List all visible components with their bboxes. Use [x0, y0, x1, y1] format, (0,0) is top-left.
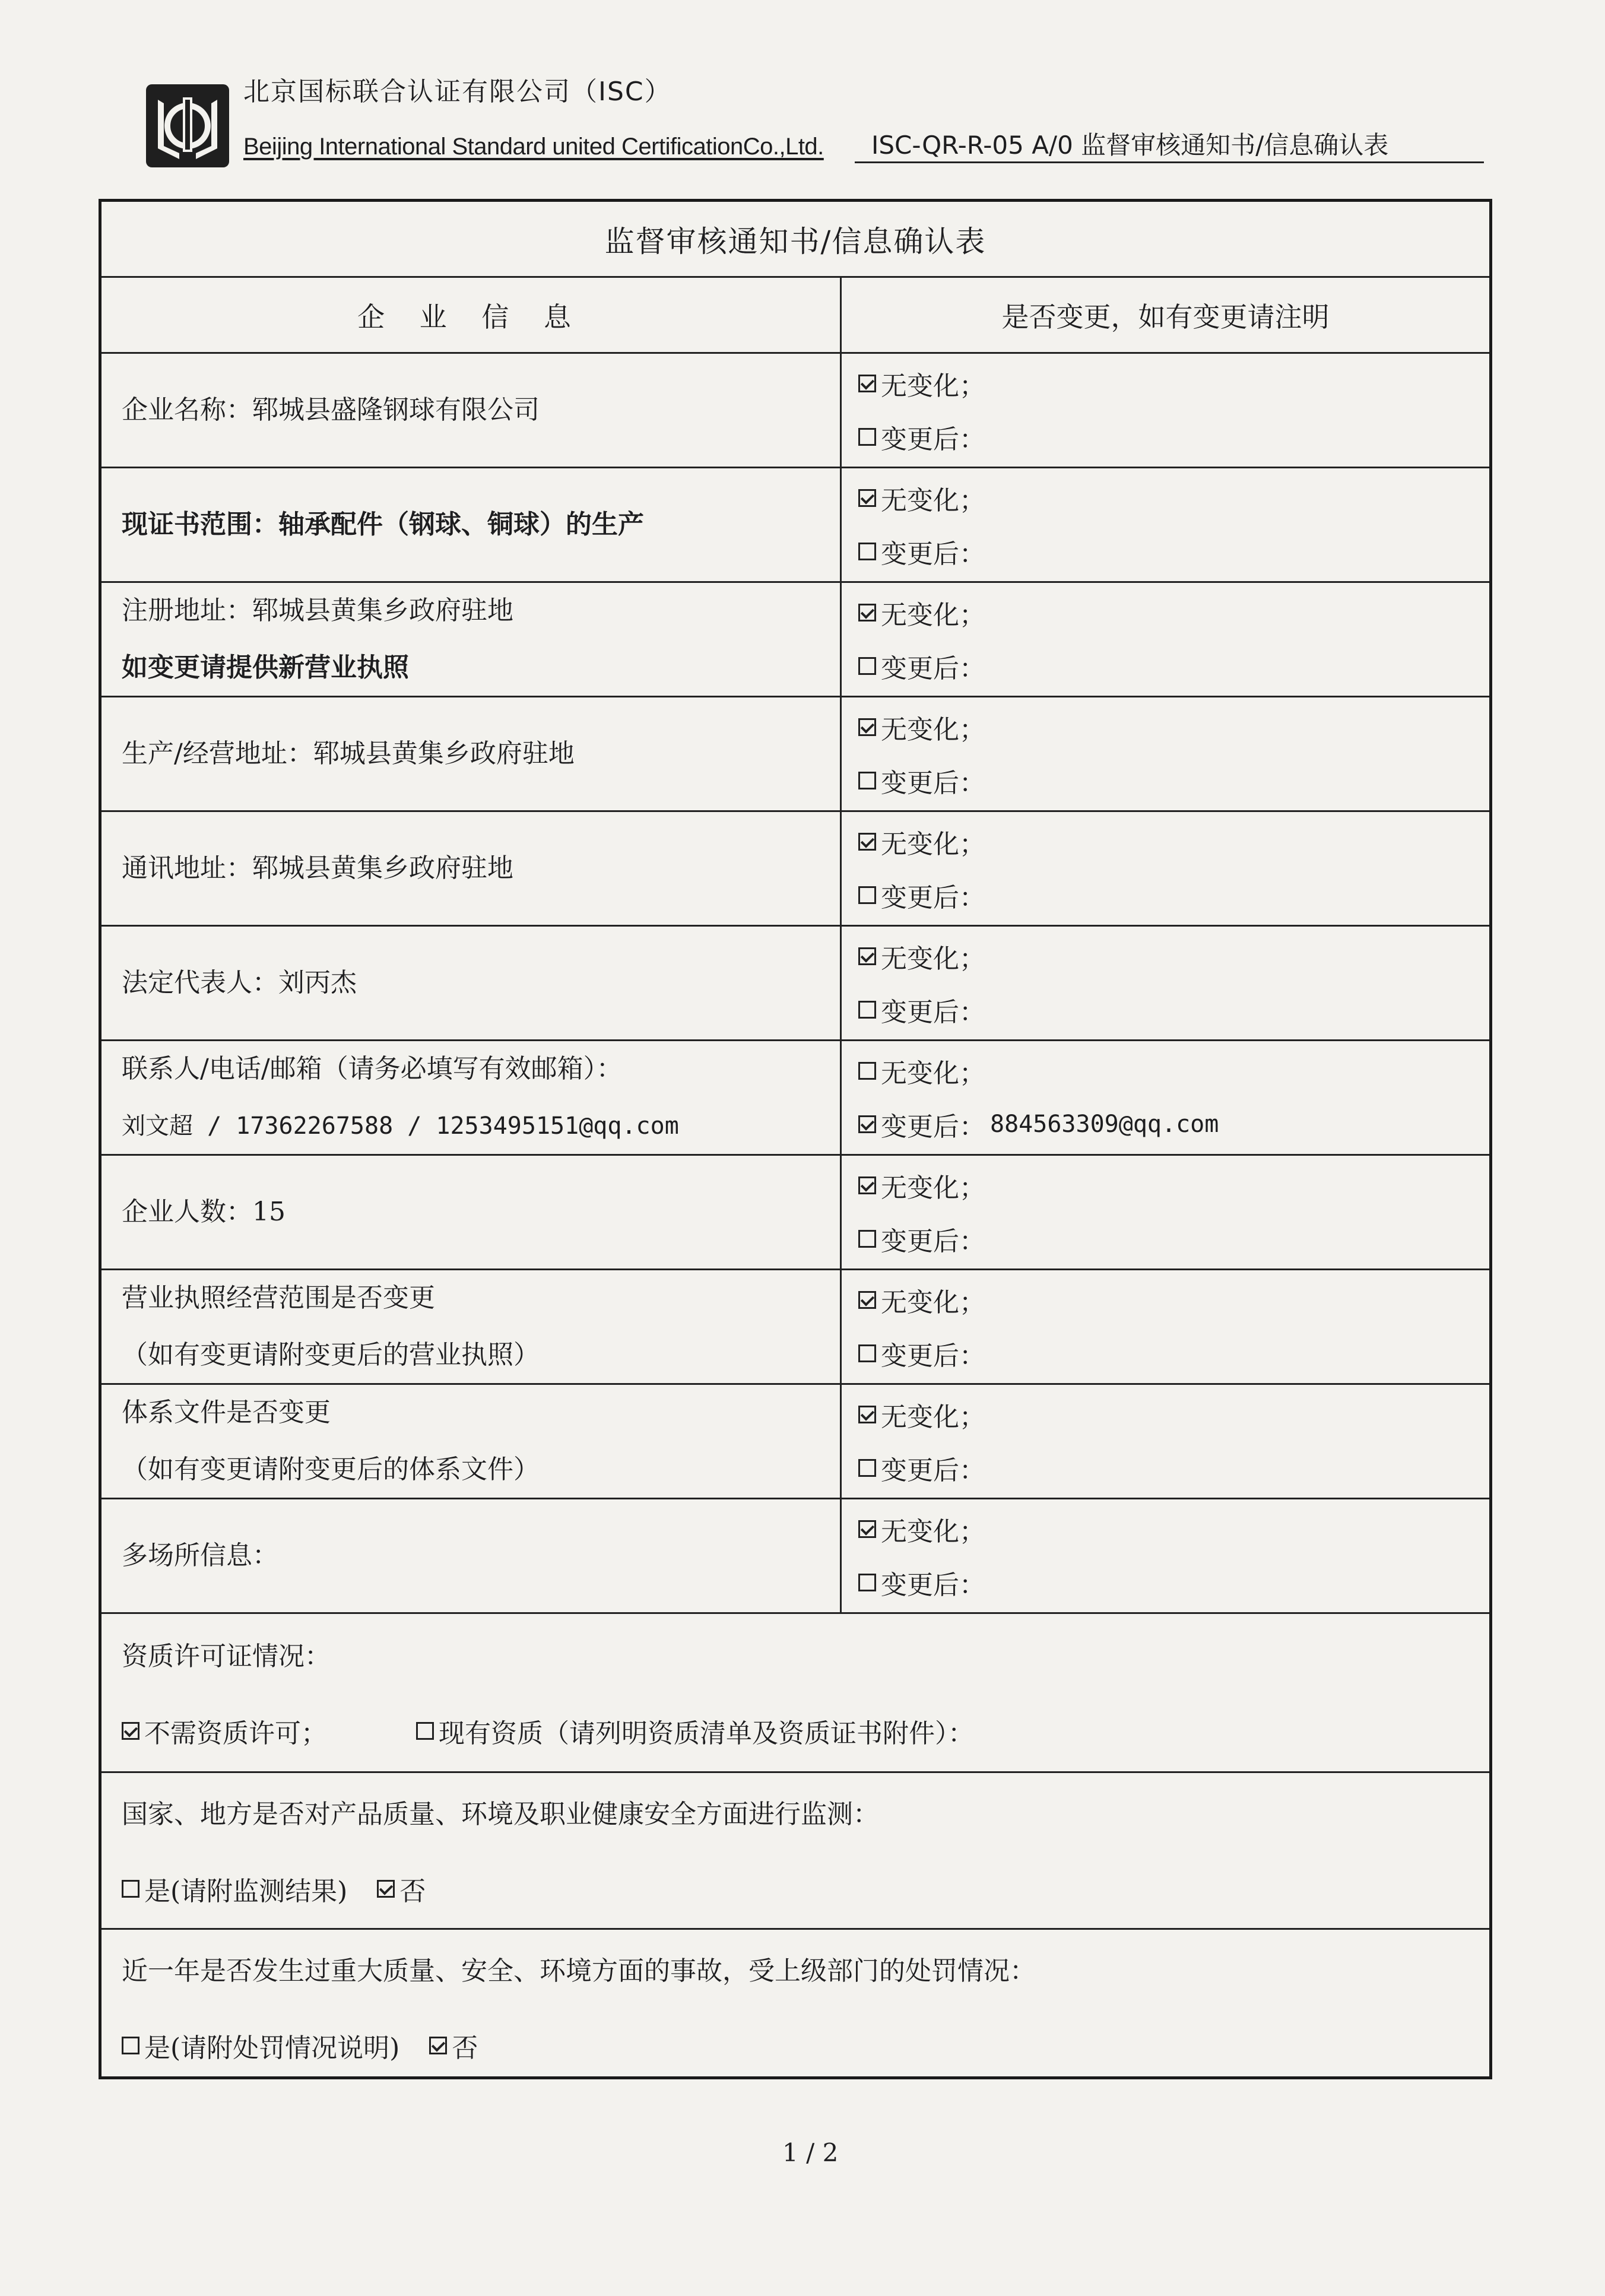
change-options — [840, 583, 1489, 696]
no-change-label: 无变化； — [881, 1402, 985, 1432]
accidents-section — [101, 1930, 1489, 2079]
accidents-yes-label: 是(请附处罚情况说明) — [144, 2033, 400, 2063]
changed-checkbox[interactable] — [858, 1459, 876, 1477]
column-header-change: 是否变更，如有变更请注明 — [840, 278, 1489, 354]
info-field-text: 刘文超 / 17362267588 / 1253495151@qq.com — [122, 1112, 679, 1140]
info-field-text: 企业名称：郓城县盛隆钢球有限公司 — [122, 395, 540, 425]
info-row — [101, 1156, 1489, 1270]
info-field — [101, 468, 840, 581]
no-change-label: 无变化； — [881, 371, 985, 401]
info-field-text: 法定代表人：刘丙杰 — [122, 968, 357, 998]
changed-checkbox[interactable] — [858, 543, 876, 560]
changed-checkbox[interactable] — [858, 772, 876, 789]
info-row — [101, 927, 1489, 1041]
changed-label: 变更后： — [881, 768, 985, 798]
changed-label: 变更后： — [881, 1570, 985, 1600]
change-options — [840, 927, 1489, 1039]
header-rule — [855, 161, 1484, 163]
company-name-cn: 北京国标联合认证有限公司（ISC） — [243, 77, 672, 107]
info-row — [101, 354, 1489, 468]
change-options — [840, 1270, 1489, 1383]
change-options — [840, 468, 1489, 581]
no-change-checkbox[interactable] — [858, 1062, 876, 1080]
monitoring-section — [101, 1773, 1489, 1930]
changed-checkbox[interactable] — [858, 1344, 876, 1362]
no-change-label: 无变化； — [881, 1173, 985, 1203]
changed-value[interactable]: 884563309@qq.com — [990, 1111, 1219, 1138]
monitoring-yes-label: 是(请附监测结果) — [144, 1876, 348, 1907]
accidents-no-label: 否 — [452, 2033, 478, 2063]
changed-checkbox[interactable] — [858, 1230, 876, 1248]
changed-label: 变更后： — [881, 1226, 985, 1257]
info-field-text: 体系文件是否变更 — [122, 1397, 331, 1428]
info-row — [101, 1499, 1489, 1614]
info-field — [101, 812, 840, 925]
no-change-checkbox[interactable] — [858, 718, 876, 736]
info-field-text: 企业人数：15 — [122, 1197, 286, 1227]
no-change-checkbox[interactable] — [858, 1176, 876, 1194]
existing-qualification-label: 现有资质（请列明资质清单及资质证书附件）： — [439, 1718, 974, 1749]
info-row — [101, 812, 1489, 927]
info-row — [101, 583, 1489, 697]
change-options — [840, 354, 1489, 467]
changed-label: 变更后： — [881, 539, 985, 569]
info-field — [101, 1499, 840, 1612]
no-change-checkbox[interactable] — [858, 1291, 876, 1309]
confirmation-form — [99, 199, 1492, 2079]
no-change-checkbox[interactable] — [858, 1406, 876, 1423]
no-change-label: 无变化； — [881, 1517, 985, 1547]
company-name-en: Beijing International Standard united CertificationCo.,Ltd. — [243, 134, 824, 160]
monitoring-no-checkbox[interactable] — [377, 1880, 395, 1898]
changed-checkbox[interactable] — [858, 657, 876, 675]
info-row — [101, 1041, 1489, 1156]
info-field — [101, 583, 840, 696]
changed-label: 变更后： — [881, 1341, 985, 1371]
info-field-text: 营业执照经营范围是否变更 — [122, 1283, 435, 1313]
info-field — [101, 1270, 840, 1383]
qualification-section — [101, 1615, 1489, 1773]
info-field-text: 生产/经营地址：郓城县黄集乡政府驻地 — [122, 738, 575, 769]
info-field-text: （如有变更请附变更后的体系文件） — [122, 1454, 540, 1485]
info-field — [101, 1041, 840, 1154]
info-field-text: 注册地址：郓城县黄集乡政府驻地 — [122, 595, 513, 626]
no-change-label: 无变化； — [881, 944, 985, 974]
no-change-label: 无变化； — [881, 1287, 985, 1318]
changed-label: 变更后： — [881, 654, 985, 684]
info-field-text: 现证书范围：轴承配件（钢球、铜球）的生产 — [122, 509, 644, 540]
not-needed-checkbox[interactable] — [122, 1722, 139, 1740]
change-options — [840, 1499, 1489, 1612]
monitoring-label: 国家、地方是否对产品质量、环境及职业健康安全方面进行监测： — [122, 1799, 879, 1829]
monitoring-yes-checkbox[interactable] — [122, 1880, 139, 1898]
no-change-label: 无变化； — [881, 486, 985, 516]
accidents-label: 近一年是否发生过重大质量、安全、环境方面的事故，受上级部门的处罚情况： — [122, 1956, 1036, 1986]
info-field-text: 通讯地址：郓城县黄集乡政府驻地 — [122, 853, 513, 883]
isc-logo-icon — [144, 82, 231, 170]
info-field-text: （如有变更请附变更后的营业执照） — [122, 1340, 540, 1370]
no-change-label: 无变化； — [881, 1058, 985, 1089]
changed-label: 变更后： — [881, 424, 985, 455]
changed-checkbox[interactable] — [858, 1001, 876, 1019]
info-field-text: 多场所信息： — [122, 1540, 278, 1571]
change-options — [840, 697, 1489, 810]
info-field — [101, 1156, 840, 1268]
accidents-yes-checkbox[interactable] — [122, 2037, 139, 2054]
column-header-company-info: 企 业 信 息 — [101, 278, 840, 354]
no-change-label: 无变化； — [881, 600, 985, 630]
not-needed-label: 不需资质许可； — [144, 1718, 327, 1749]
changed-checkbox[interactable] — [858, 886, 876, 904]
changed-checkbox[interactable] — [858, 1574, 876, 1591]
changed-label: 变更后： — [881, 1455, 985, 1486]
info-field — [101, 927, 840, 1039]
no-change-checkbox[interactable] — [858, 947, 876, 965]
changed-label: 变更后： — [881, 1112, 985, 1142]
change-options — [840, 1156, 1489, 1268]
no-change-checkbox[interactable] — [858, 375, 876, 392]
monitoring-no-label: 否 — [399, 1876, 426, 1907]
change-options — [840, 1041, 1489, 1154]
info-field — [101, 354, 840, 467]
change-options — [840, 812, 1489, 925]
existing-qualification-checkbox[interactable] — [416, 1722, 434, 1740]
info-row — [101, 1270, 1489, 1385]
qualification-label: 资质许可证情况： — [122, 1641, 331, 1672]
info-field — [101, 697, 840, 810]
accidents-no-checkbox[interactable] — [429, 2037, 447, 2054]
info-field — [101, 1385, 840, 1498]
no-change-label: 无变化； — [881, 715, 985, 745]
no-change-checkbox[interactable] — [858, 604, 876, 621]
no-change-checkbox[interactable] — [858, 833, 876, 851]
no-change-checkbox[interactable] — [858, 489, 876, 507]
page-number: 1 / 2 — [782, 2138, 839, 2167]
changed-label: 变更后： — [881, 883, 985, 913]
changed-checkbox[interactable] — [858, 1115, 876, 1133]
changed-label: 变更后： — [881, 997, 985, 1028]
no-change-checkbox[interactable] — [858, 1520, 876, 1538]
document-code: ISC-QR-R-05 A/0 监督审核通知书/信息确认表 — [871, 131, 1389, 160]
info-row — [101, 697, 1489, 812]
changed-checkbox[interactable] — [858, 428, 876, 446]
info-row — [101, 468, 1489, 583]
info-field-text: 如变更请提供新营业执照 — [122, 652, 409, 683]
change-options — [840, 1385, 1489, 1498]
info-field-text: 联系人/电话/邮箱（请务必填写有效邮箱）： — [122, 1054, 623, 1084]
form-title: 监督审核通知书/信息确认表 — [101, 202, 1489, 278]
info-row — [101, 1385, 1489, 1499]
no-change-label: 无变化； — [881, 829, 985, 860]
